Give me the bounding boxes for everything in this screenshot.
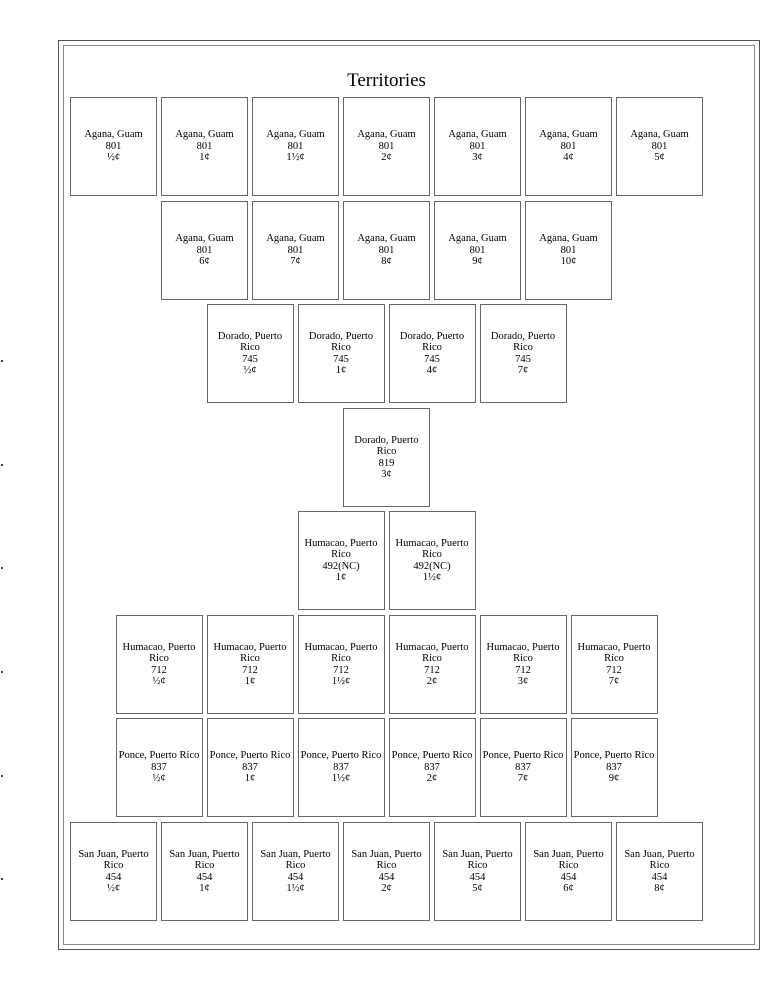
stamp-place: Agana, Guam (357, 233, 416, 245)
stamp-denomination: 1½¢ (422, 572, 442, 583)
stamp-denomination: ½¢ (106, 152, 121, 164)
stamp-row (0, 97, 773, 196)
stamp-denomination: 3¢ (517, 676, 529, 687)
stamp-denomination: ½¢ (106, 883, 121, 894)
stamp-space (298, 304, 385, 403)
stamp-place: San Juan, Puerto Rico (260, 848, 331, 871)
stamp-denomination: 10¢ (560, 256, 577, 268)
stamp-number: 837 (151, 761, 167, 773)
stamp-space (616, 822, 703, 921)
stamp-place: Agana, Guam (266, 233, 325, 245)
stamp-place: Humacao, Puerto Rico (304, 537, 378, 560)
stamp-denomination: 9¢ (608, 773, 620, 785)
stamp-space (298, 615, 385, 714)
stamp-place: Humacao, Puerto Rico (395, 641, 469, 664)
stamp-place: San Juan, Puerto Rico (351, 848, 422, 871)
stamp-place: Agana, Guam (630, 129, 689, 141)
stamp-place: Humacao, Puerto Rico (395, 537, 469, 560)
stamp-space (480, 304, 567, 403)
stamp-number: 712 (424, 664, 440, 676)
stamp-place: Dorado, Puerto Rico (399, 330, 465, 353)
stamp-row (0, 511, 773, 610)
margin-tick (1, 775, 3, 777)
stamp-place: Ponce, Puerto Rico (300, 750, 382, 762)
stamp-number: 801 (469, 244, 486, 256)
stamp-number: 712 (151, 664, 167, 676)
stamp-space (343, 822, 430, 921)
stamp-place: San Juan, Puerto Rico (169, 848, 240, 871)
stamp-denomination: 2¢ (426, 773, 438, 785)
stamp-denomination: 3¢ (381, 469, 392, 480)
stamp-number: 837 (606, 761, 622, 773)
stamp-space (298, 718, 385, 817)
stamp-number: 837 (515, 761, 531, 773)
stamp-place: Ponce, Puerto Rico (482, 750, 564, 762)
stamp-denomination: 1¢ (335, 365, 347, 376)
stamp-space (343, 408, 430, 507)
stamp-place: Ponce, Puerto Rico (391, 750, 473, 762)
stamp-denomination: 7¢ (517, 365, 529, 376)
stamp-number: 801 (378, 244, 395, 256)
stamp-number: 837 (333, 761, 349, 773)
stamp-number: 454 (469, 871, 486, 883)
stamp-number: 801 (196, 140, 213, 152)
stamp-number: 801 (469, 140, 486, 152)
stamp-place: Agana, Guam (175, 233, 234, 245)
stamp-denomination: 6¢ (199, 256, 210, 268)
stamp-denomination: 8¢ (654, 883, 665, 894)
stamp-number: 745 (424, 353, 440, 365)
stamp-place: San Juan, Puerto Rico (533, 848, 604, 871)
stamp-number: 801 (105, 140, 122, 152)
stamp-row (0, 718, 773, 817)
stamp-place: Agana, Guam (539, 233, 598, 245)
stamp-place: San Juan, Puerto Rico (624, 848, 695, 871)
stamp-space (70, 822, 157, 921)
margin-tick (1, 464, 3, 466)
stamp-space (389, 511, 476, 610)
stamp-place: Humacao, Puerto Rico (122, 641, 196, 664)
stamp-number: 454 (378, 871, 395, 883)
stamp-space (616, 97, 703, 196)
stamp-denomination: 7¢ (608, 676, 620, 687)
stamp-place: Dorado, Puerto Rico (490, 330, 556, 353)
stamp-space (298, 511, 385, 610)
stamp-space (571, 615, 658, 714)
stamp-number: 745 (242, 353, 258, 365)
stamp-space (252, 201, 339, 300)
stamp-number: 801 (287, 244, 304, 256)
stamp-row (0, 408, 773, 507)
stamp-number: 801 (378, 140, 395, 152)
stamp-place: Agana, Guam (539, 129, 598, 141)
stamp-number: 745 (333, 353, 349, 365)
stamp-denomination: 1½¢ (286, 152, 305, 164)
stamp-denomination: 3¢ (472, 152, 483, 164)
stamp-number: 801 (651, 140, 668, 152)
stamp-space (389, 718, 476, 817)
stamp-denomination: 1½¢ (331, 773, 351, 785)
stamp-number: 454 (196, 871, 213, 883)
stamp-denomination: 6¢ (563, 883, 574, 894)
stamp-place: Dorado, Puerto Rico (217, 330, 283, 353)
stamp-row (0, 615, 773, 714)
stamp-denomination: 2¢ (381, 152, 392, 164)
stamp-space (207, 718, 294, 817)
stamp-denomination: ½¢ (152, 773, 166, 785)
stamp-space (252, 97, 339, 196)
page-title: Territories (347, 70, 426, 91)
stamp-denomination: 1¢ (244, 676, 256, 687)
stamp-denomination: 5¢ (472, 883, 483, 894)
stamp-space (161, 97, 248, 196)
stamp-number: 801 (287, 140, 304, 152)
stamp-number: 454 (651, 871, 668, 883)
stamp-place: Ponce, Puerto Rico (573, 750, 655, 762)
stamp-space (480, 718, 567, 817)
stamp-denomination: 8¢ (381, 256, 392, 268)
margin-tick (1, 567, 3, 569)
stamp-number: 454 (560, 871, 577, 883)
stamp-number: 801 (560, 140, 577, 152)
stamp-place: Agana, Guam (84, 129, 143, 141)
stamp-denomination: 1½¢ (331, 676, 351, 687)
stamp-space (525, 822, 612, 921)
stamp-denomination: ½¢ (243, 365, 257, 376)
margin-tick (1, 878, 3, 880)
stamp-space (389, 615, 476, 714)
stamp-denomination: 1¢ (199, 152, 210, 164)
stamp-space (434, 97, 521, 196)
stamp-denomination: 1¢ (244, 773, 256, 785)
stamp-place: Agana, Guam (448, 233, 507, 245)
stamp-space (525, 201, 612, 300)
margin-tick (1, 671, 3, 673)
stamp-place: Agana, Guam (266, 129, 325, 141)
stamp-space (207, 615, 294, 714)
stamp-row (0, 201, 773, 300)
stamp-space (161, 201, 248, 300)
stamp-number: 712 (606, 664, 622, 676)
stamp-space (525, 97, 612, 196)
stamp-denomination: 1½¢ (286, 883, 305, 894)
stamp-denomination: 2¢ (381, 883, 392, 894)
stamp-place: Ponce, Puerto Rico (118, 750, 200, 762)
stamp-place: Agana, Guam (357, 129, 416, 141)
stamp-denomination: 7¢ (517, 773, 529, 785)
stamp-space (343, 201, 430, 300)
margin-tick (1, 360, 3, 362)
stamp-place: Dorado, Puerto Rico (354, 434, 419, 457)
stamp-place: San Juan, Puerto Rico (78, 848, 149, 871)
stamp-row (0, 304, 773, 403)
stamp-space (434, 201, 521, 300)
stamp-place: San Juan, Puerto Rico (442, 848, 513, 871)
stamp-place: Dorado, Puerto Rico (308, 330, 374, 353)
stamp-number: 819 (378, 457, 395, 469)
stamp-number: 712 (242, 664, 258, 676)
stamp-space (207, 304, 294, 403)
stamp-place: Ponce, Puerto Rico (209, 750, 291, 762)
stamp-place: Humacao, Puerto Rico (304, 641, 378, 664)
stamp-space (161, 822, 248, 921)
stamp-number: 492(NC) (322, 560, 360, 572)
stamp-number: 492(NC) (413, 560, 451, 572)
stamp-number: 454 (287, 871, 304, 883)
stamp-space (571, 718, 658, 817)
stamp-denomination: 1¢ (335, 572, 347, 583)
stamp-space (480, 615, 567, 714)
stamp-denomination: ½¢ (152, 676, 166, 687)
stamp-space (252, 822, 339, 921)
stamp-number: 712 (515, 664, 531, 676)
stamp-place: Humacao, Puerto Rico (213, 641, 287, 664)
stamp-number: 454 (105, 871, 122, 883)
stamp-number: 712 (333, 664, 349, 676)
stamp-space (434, 822, 521, 921)
stamp-number: 745 (515, 353, 531, 365)
stamp-space (343, 97, 430, 196)
stamp-denomination: 4¢ (563, 152, 574, 164)
stamp-row (0, 822, 773, 921)
stamp-space (116, 718, 203, 817)
stamp-denomination: 4¢ (426, 365, 438, 376)
stamp-denomination: 7¢ (290, 256, 301, 268)
stamp-number: 837 (424, 761, 440, 773)
stamp-space (70, 97, 157, 196)
stamp-number: 801 (196, 244, 213, 256)
stamp-number: 837 (242, 761, 258, 773)
stamp-denomination: 1¢ (199, 883, 210, 894)
stamp-space (389, 304, 476, 403)
stamp-denomination: 5¢ (654, 152, 665, 164)
stamp-space (116, 615, 203, 714)
stamp-place: Agana, Guam (175, 129, 234, 141)
stamp-place: Humacao, Puerto Rico (486, 641, 560, 664)
stamp-denomination: 9¢ (472, 256, 483, 268)
stamp-place: Agana, Guam (448, 129, 507, 141)
stamp-denomination: 2¢ (426, 676, 438, 687)
stamp-place: Humacao, Puerto Rico (577, 641, 651, 664)
stamp-number: 801 (560, 244, 577, 256)
